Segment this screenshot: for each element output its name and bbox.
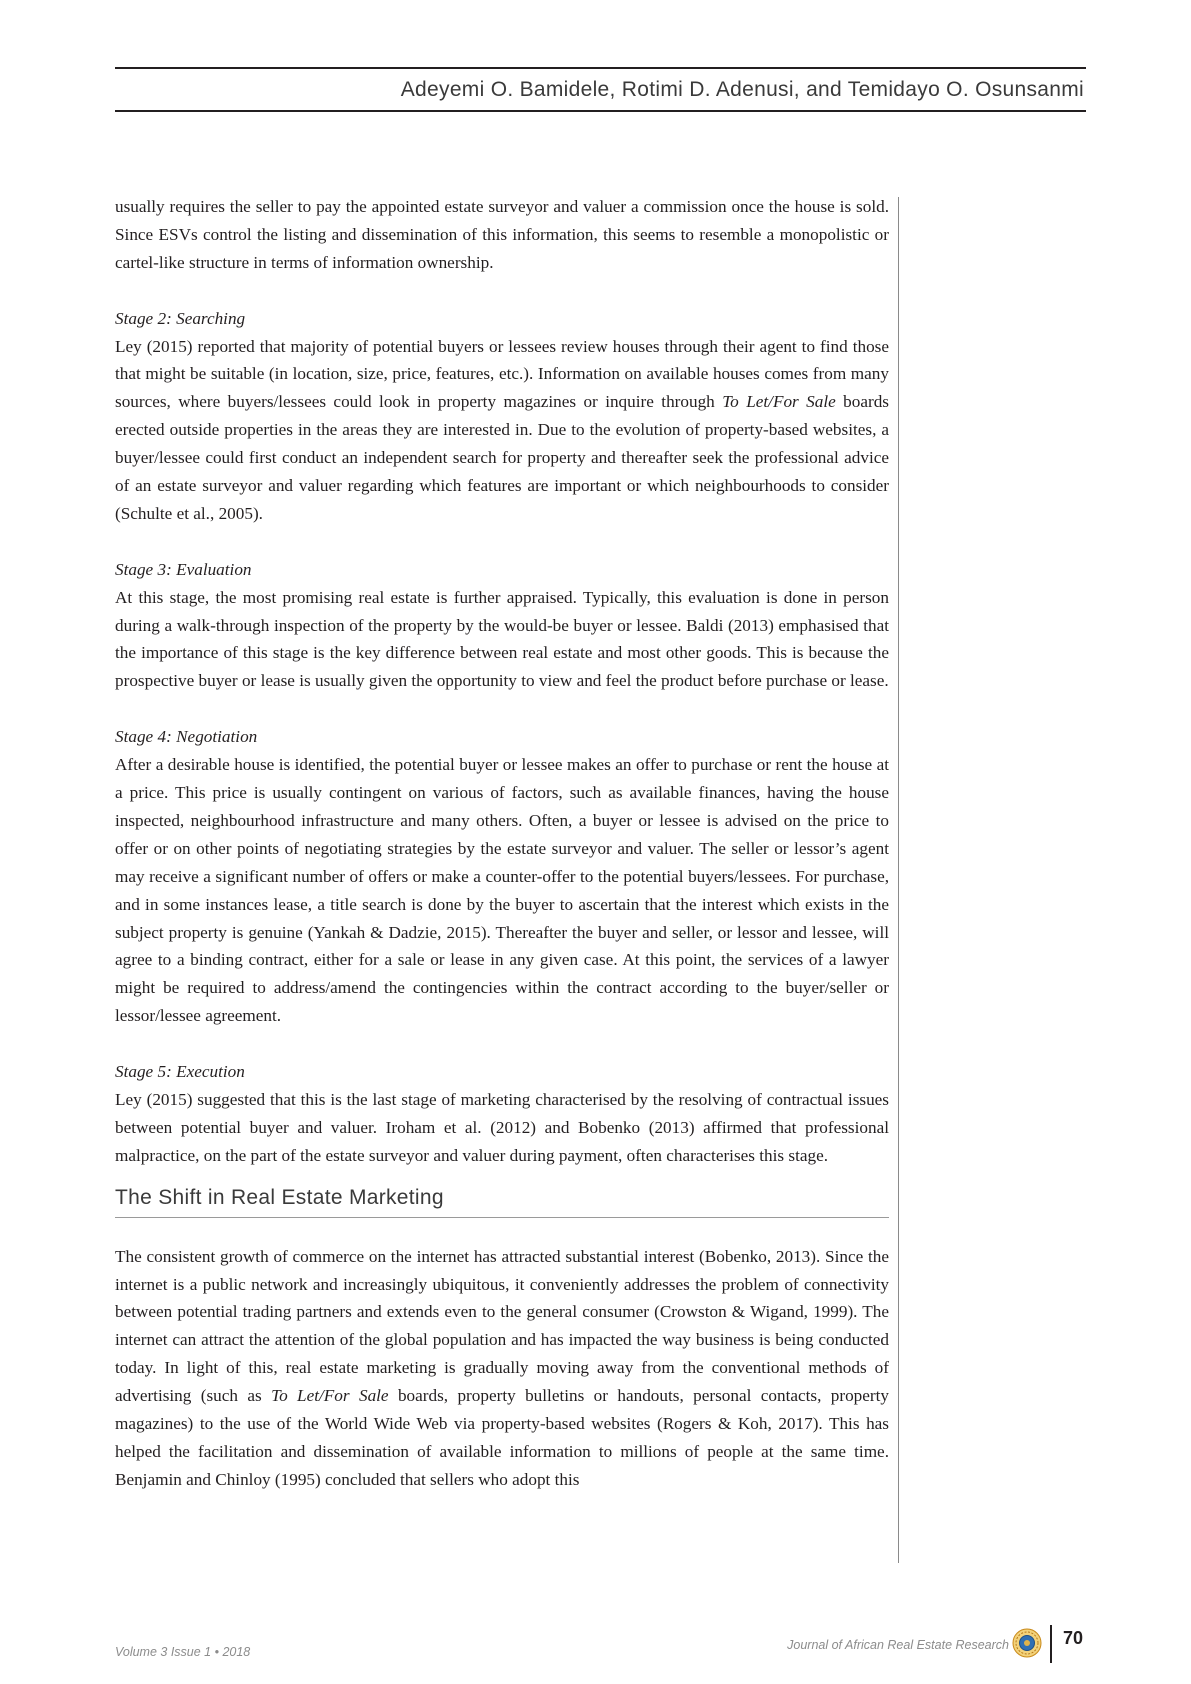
journal-seal-icon [1012, 1628, 1042, 1658]
stage3-heading: Stage 3: Evaluation [115, 559, 252, 579]
stage4-paragraph: After a desirable house is identified, the potential buyer or lessee makes an offer to purchase or rent the house at a price. This price is usually contingent on various of factors, such as available finances, having the house inspected, neighbourhood infrastructure and many others. Often, a buyer or lessee is advised on the price to offer or on other points of negotiating strategies by the estate surveyor and valuer. The seller or lessor’s agent may receive a significant number of offers or make a counter-offer to the potential buyers/lessees. For purchase, and in some instances lease, a title search is done by the buyer to ascertain that the interest which exists in the subject property is genuine (Yankah & Dadzie, 2015). Thereafter the buyer and seller, or lessor and lessee, will agree to a binding contract, either for a sale or lease in any given case. At this point, the services of a lawyer might be required to address/amend the contingencies within the contract according to the buyer/seller or lessor/lessee agreement. [115, 755, 889, 1026]
volume-info: Volume 3 Issue 1 • 2018 [115, 1645, 251, 1659]
section-heading: The Shift in Real Estate Marketing [115, 1183, 889, 1218]
stage5-paragraph: Ley (2015) suggested that this is the last stage of marketing characterised by the resolving of contractual issues between potential buyer and valuer. Iroham et al. (2012) and Bobenko (2013) affirmed that professional malpractice, on the part of the estate surveyor and valuer during payment, often characterises this stage. [115, 1089, 889, 1165]
section-paragraph: The consistent growth of commerce on the internet has attracted substantial interest (Bobenko, 2013). Since the internet is a public network and increasingly ubiquitous, it conveniently addresses the problem of connectivity between potential trading partners and extends even to the general consumer (Crowston & Wigand, 1999). The internet can attract the attention of the global population and has impacted the way business is being conducted today. In light of this, real estate marketing is gradually moving away from the conventional methods of advertising (such as To Let/For Sale boards, property bulletins or handouts, personal contacts, property magazines) to the use of the World Wide Web via property-based websites (Rogers & Koh, 2017). This has helped the facilitation and dissemination of available information to millions of people at the same time. Benjamin and Chinloy (1995) concluded that sellers who adopt this [115, 1246, 889, 1489]
stage3-paragraph: At this stage, the most promising real estate is further appraised. Typically, this evaluation is done in person during a walk-through inspection of the property by the would-be buyer or lessee. Baldi (2013) emphasised that the importance of this stage is the key difference between real estate and most other goods. This is because the prospective buyer or lease is usually given the opportunity to view and feel the product before purchase or lease. [115, 587, 889, 691]
page-number: 70 [1063, 1628, 1084, 1648]
to-let-for-sale-term: To Let/For Sale [722, 392, 836, 412]
header-authors: Adeyemi O. Bamidele, Rotimi D. Adenusi, and Temidayo O. Osunsanmi [400, 78, 1084, 101]
stage5-heading: Stage 5: Execution [115, 1062, 245, 1082]
stage2-paragraph: Ley (2015) reported that majority of potential buyers or lessees review houses through their agent to find those that might be suitable (in location, size, price, features, etc.). Information on available houses comes from many sources, where buyers/lessees could look in property magazines or inquire through To Let/For Sale boards erected outside properties in the areas they are interested in. Due to the evolution of property-based websites, a buyer/lessee could first conduct an independent search for property and thereafter seek the professional advice of an estate surveyor and valuer regarding which features are important or which neighbourhoods to consider (Schulte et al., 2005). [115, 336, 889, 523]
stage2-heading: Stage 2: Searching [115, 308, 246, 328]
article-body [115, 193, 889, 1494]
margin-rule [898, 197, 899, 1563]
intro-paragraph: usually requires the seller to pay the appointed estate surveyor and valuer a commission once the house is sold. Since ESVs control the listing and dissemination of this information, this seems to resemble a monopolistic or cartel-like structure in terms of information ownership. [115, 197, 889, 272]
running-header [115, 67, 1086, 112]
to-let-for-sale-term: To Let/For Sale [271, 1386, 389, 1406]
stage4-heading: Stage 4: Negotiation [115, 727, 258, 747]
journal-name: Journal of African Real Estate Research [787, 1638, 1009, 1652]
footer-divider [1050, 1625, 1052, 1663]
